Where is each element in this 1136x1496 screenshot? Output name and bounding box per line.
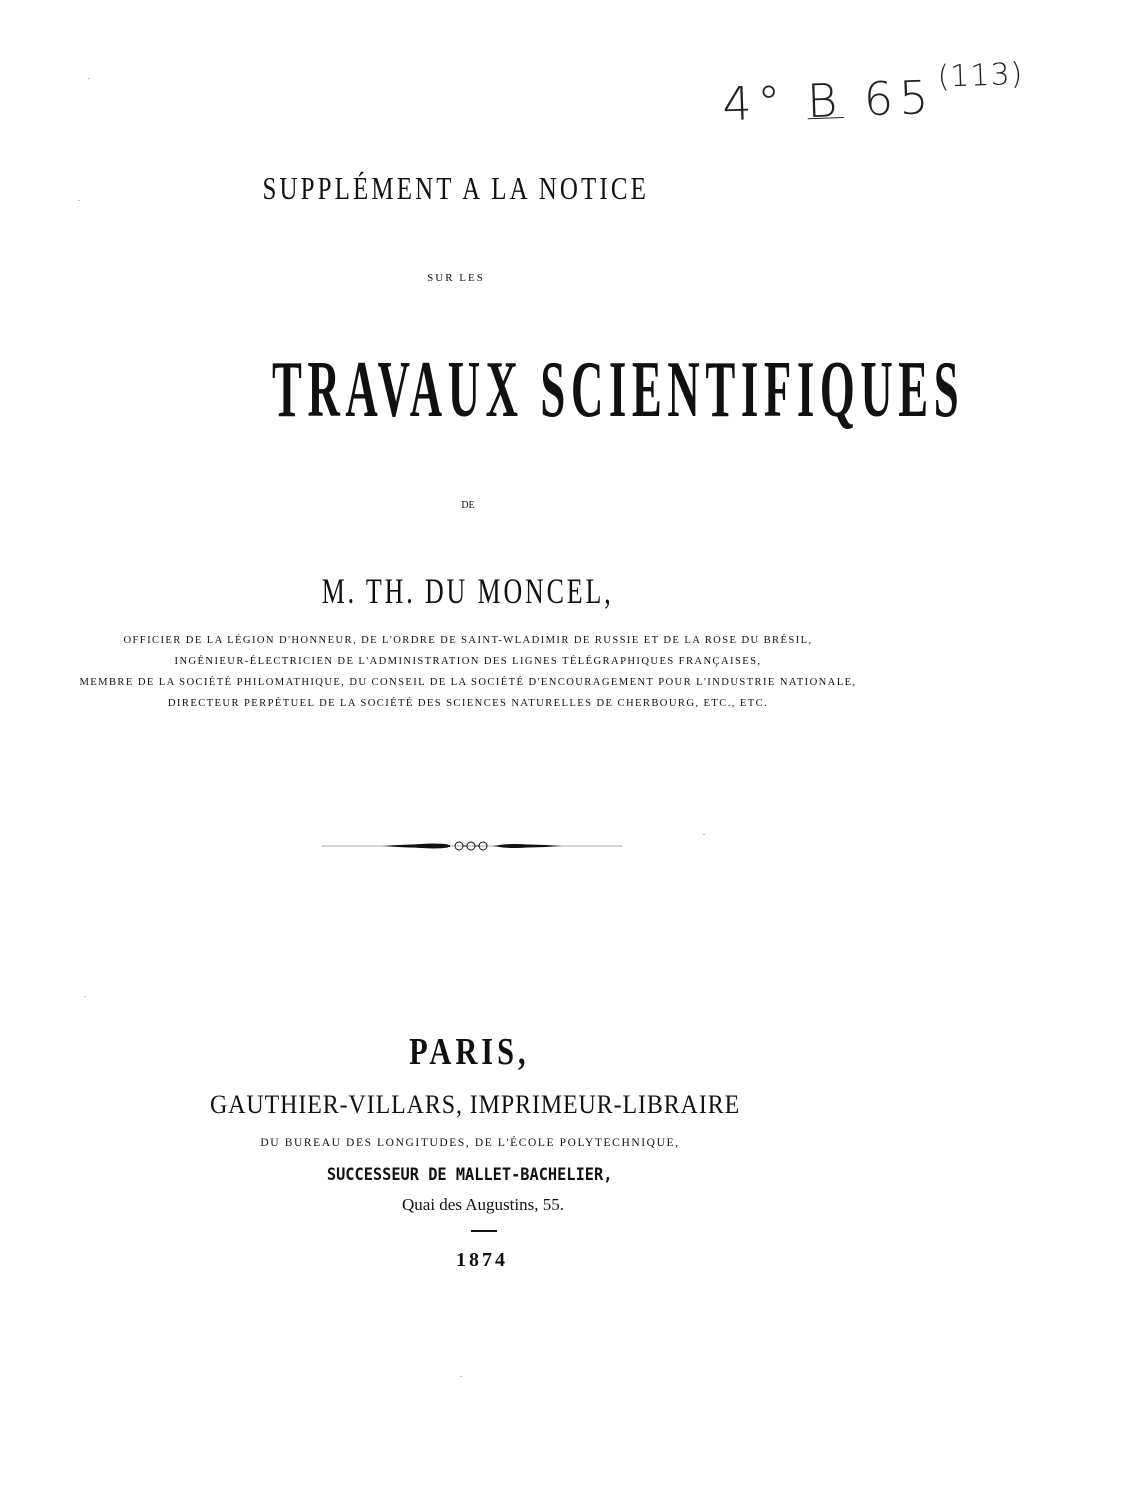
author-title-line: OFFICIER DE LA LÉGION D'HONNEUR, DE L'ORDRE DE SAINT-WLADIMIR DE RUSSIE ET DE LA ROSE DU BRÉSIL, <box>123 635 813 646</box>
title-supplement-text: SUPPLÉMENT A LA NOTICE <box>262 170 650 206</box>
de-text: DE <box>461 500 475 511</box>
imprint-successor <box>0 1165 940 1185</box>
shelfmark-prefix: 4° <box>721 75 788 132</box>
author-title-line: DIRECTEUR PERPÉTUEL DE LA SOCIÉTÉ DES SCIENCES NATURELLES DE CHERBOURG, ETC., ETC. <box>167 698 769 709</box>
short-rule-divider <box>471 1230 497 1232</box>
author-name <box>0 570 936 612</box>
shelfmark-superscript: (113) <box>937 56 1024 95</box>
title-supplement <box>0 170 912 207</box>
shelfmark-letter: B <box>806 73 845 129</box>
imprint-affiliation: DU BUREAU DES LONGITUDES, DE L'ÉCOLE POLYTECHNIQUE, <box>260 1137 680 1149</box>
author-titles <box>0 630 936 714</box>
scan-speck <box>84 996 86 997</box>
main-title-text: TRAVAUX SCIENTIFIQUES <box>271 346 965 434</box>
scan-speck <box>88 78 90 79</box>
scan-speck <box>460 1376 462 1377</box>
imprint-successor-text: SUCCESSEUR DE MALLET-BACHELIER, <box>327 1165 613 1185</box>
imprint-address: Quai des Augustins, 55. <box>402 1195 564 1214</box>
imprint-publisher-text: GAUTHIER-VILLARS, IMPRIMEUR-LIBRAIRE <box>209 1090 741 1119</box>
sur-les-text: SUR LES <box>427 272 485 284</box>
author-title-line: INGÉNIEUR-ÉLECTRICIEN DE L'ADMINISTRATION DES LIGNES TÉLÉGRAPHIQUES FRANÇAISES, <box>174 656 762 667</box>
shelfmark-number: 65 <box>862 69 936 127</box>
imprint-city-text: PARIS, <box>408 1031 530 1073</box>
imprint-year: 1874 <box>456 1249 508 1271</box>
main-title <box>0 346 965 434</box>
scan-speck <box>78 200 80 201</box>
author-name-text: M. TH. DU MONCEL, <box>322 571 614 611</box>
handwritten-shelfmark <box>721 57 1025 131</box>
imprint-publisher <box>0 1090 950 1120</box>
author-title-line: MEMBRE DE LA SOCIÉTÉ PHILOMATHIQUE, DU CONSEIL DE LA SOCIÉTÉ D'ENCOURAGEMENT POUR L'INDUSTRIE NATIONALE, <box>79 677 857 688</box>
ornament-divider-icon <box>322 838 622 854</box>
scan-speck <box>703 834 705 835</box>
imprint-city <box>0 1030 938 1074</box>
